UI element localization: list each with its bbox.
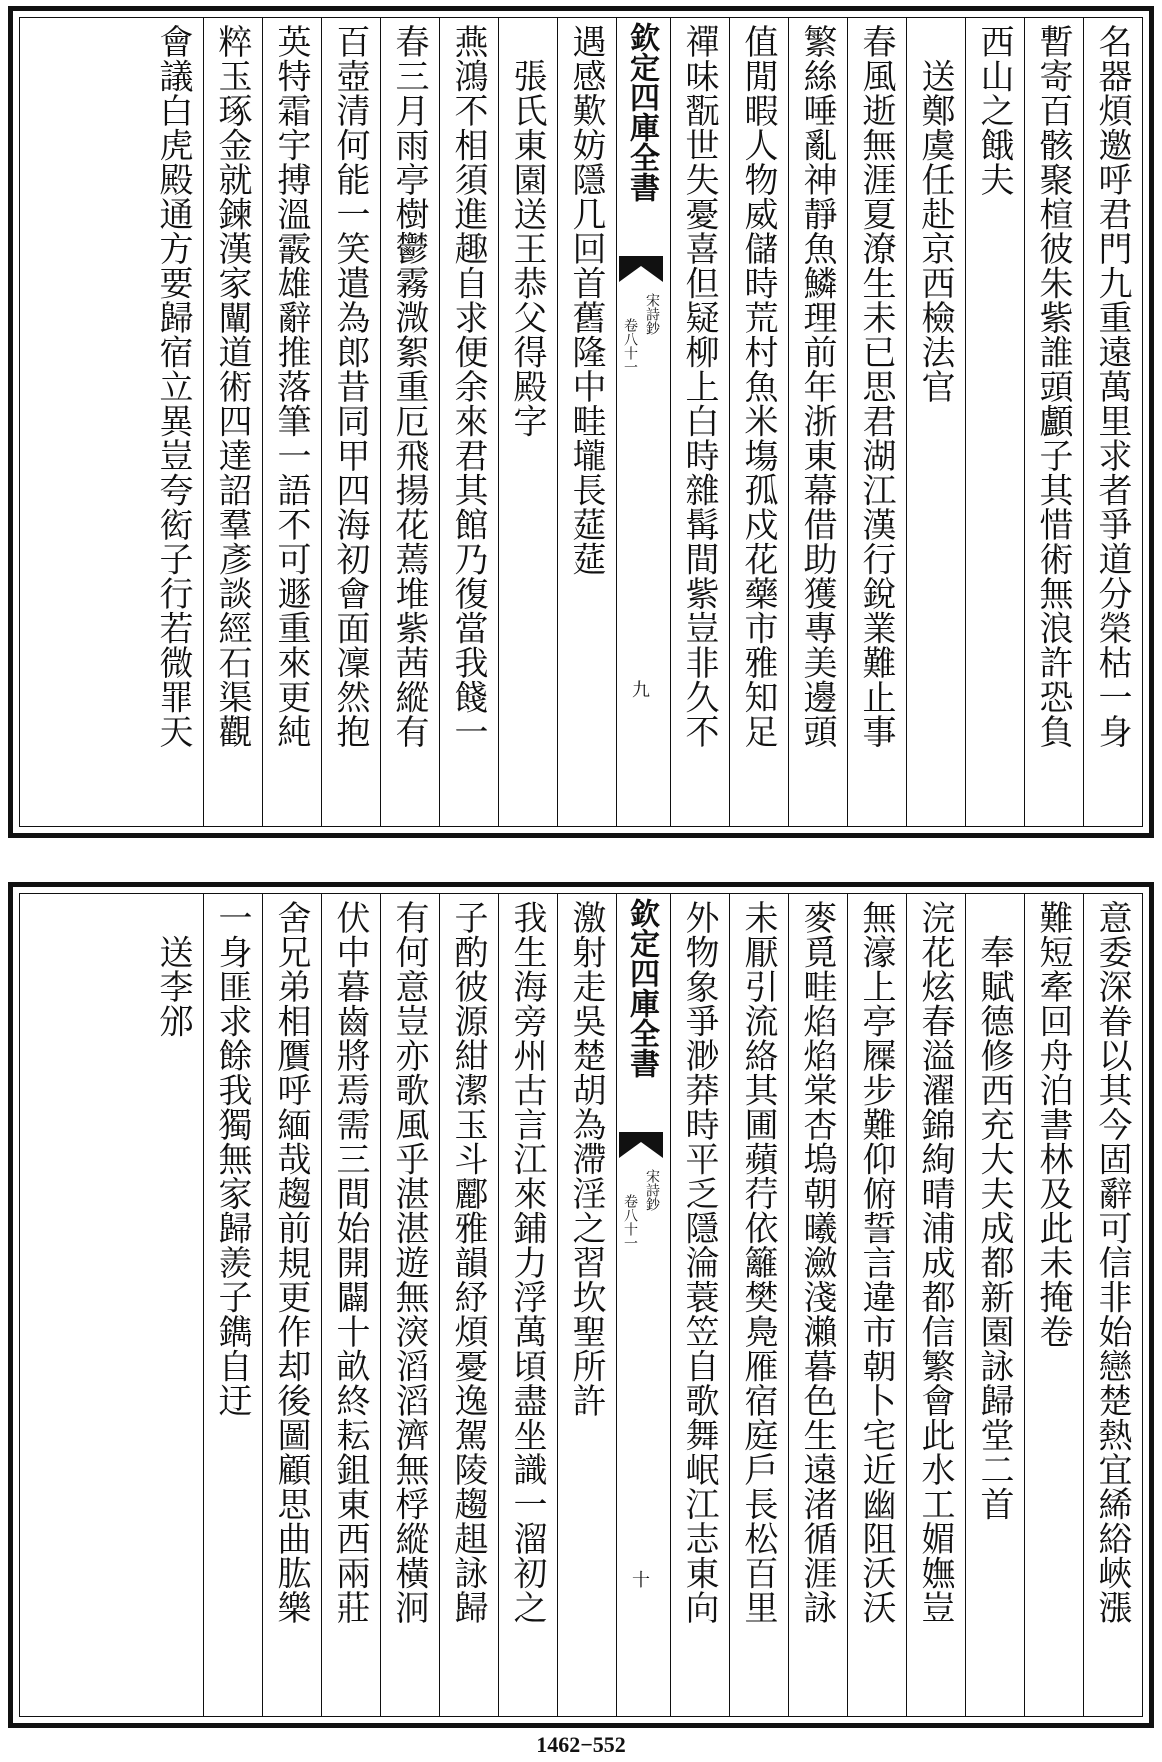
bottom-page-frame xyxy=(19,893,1143,1717)
text-column: 西山之餓夫 xyxy=(974,24,1014,197)
column-rule xyxy=(1024,894,1025,1716)
fold-rule-right xyxy=(670,18,671,826)
text-column: 難短牽回舟泊書林及此未掩卷 xyxy=(1033,900,1073,1349)
collection-label: 宋詩鈔 xyxy=(644,1169,660,1211)
fishtail-mark-icon xyxy=(619,256,663,282)
volume-label: 卷八十一 xyxy=(622,1194,638,1250)
book-title: 欽定四庫全書 xyxy=(624,898,659,1078)
leaf-number: 九 xyxy=(632,680,650,701)
column-rule xyxy=(321,18,322,826)
text-column: 春風逝無涯夏潦生未已思君湖江漢行銳業難止事 xyxy=(856,24,896,749)
column-rule xyxy=(1083,894,1084,1716)
text-column: 麥覓畦焰焰棠杏塢朝曦瀲淺瀨暮色生遠渚循涯詠 xyxy=(797,900,837,1625)
text-column: 無濠上亭屧步難仰俯誓言違市朝卜宅近幽阻沃沃 xyxy=(856,900,896,1625)
text-column: 會議白虎殿通方要歸宿立異豈夸衒子行若微罪天 xyxy=(153,24,193,749)
text-column: 奉賦德修西充大夫成都新園詠歸堂二首 xyxy=(974,900,1014,1521)
text-column: 燕鴻不相須進趣自求便余來君其館乃復當我餞一 xyxy=(448,24,488,749)
text-column: 名器煩邀呼君門九重遠萬里求者爭道分榮枯一身 xyxy=(1092,24,1132,749)
text-column: 遇感歎妨隱几回首舊隆中畦壠長莚莚 xyxy=(566,24,606,576)
column-rule xyxy=(906,894,907,1716)
text-column: 粹玉琢金就鍊漢家闡道術四達詔羣彥談經石渠觀 xyxy=(212,24,252,749)
bottom-page xyxy=(8,882,1154,1728)
text-column: 暫寄百骸聚楦彼朱紫誰頭顱子其惜術無浪許恐負 xyxy=(1033,24,1073,749)
text-column: 伏中暮齒將焉需三間始開闢十畝終耘鉏東西兩莊 xyxy=(330,900,370,1625)
center-fold-column xyxy=(616,894,670,1716)
column-rule xyxy=(847,894,848,1716)
column-rule xyxy=(203,18,204,826)
book-title: 欽定四庫全書 xyxy=(624,22,659,202)
column-rule xyxy=(557,894,558,1716)
text-column: 禪味翫世失憂喜但疑柳上白時雜髯間紫豈非久不 xyxy=(679,24,719,749)
text-column: 外物象爭渺莽時平乏隱淪蓑笠自歌舞岷江志東向 xyxy=(679,900,719,1625)
text-column: 英特霜宇搏溫霰雄辭推落筆一語不可遯重來更純 xyxy=(271,24,311,749)
column-rule xyxy=(262,894,263,1716)
text-column: 舍兄弟相贋呼緬哉趨前規更作却後圖顧思曲肱樂 xyxy=(271,900,311,1625)
collection-label: 宋詩鈔 xyxy=(644,293,660,335)
top-page-frame xyxy=(19,17,1143,827)
fishtail-mark-icon xyxy=(619,1132,663,1158)
column-rule xyxy=(965,18,966,826)
column-rule xyxy=(262,18,263,826)
fold-rule-left xyxy=(616,18,617,826)
leaf-number: 十 xyxy=(632,1570,650,1591)
text-column: 未厭引流絡其圃蘋荇依籬樊鳧雁宿庭戶長松百里 xyxy=(738,900,778,1625)
column-rule xyxy=(557,18,558,826)
column-rule xyxy=(498,18,499,826)
column-rule xyxy=(321,894,322,1716)
column-rule xyxy=(788,18,789,826)
column-rule xyxy=(1024,18,1025,826)
column-rule xyxy=(498,894,499,1716)
column-rule xyxy=(729,18,730,826)
column-rule xyxy=(1083,18,1084,826)
text-column: 意委深眷以其今固辭可信非始戀楚熱宜絺綌峽漲 xyxy=(1092,900,1132,1625)
column-rule xyxy=(729,894,730,1716)
text-column: 子酌彼源紺潔玉斗酈雅韻紓煩憂逸駕陵趨趄詠歸 xyxy=(448,900,488,1625)
text-column: 浣花炫春溢濯錦絢晴浦成都信繁會此水工媚嫵豈 xyxy=(915,900,955,1625)
top-page xyxy=(8,6,1154,838)
text-column: 值閒暇人物威儲時荒村魚米塲孤戍花藥市雅知足 xyxy=(738,24,778,749)
volume-label: 卷八十一 xyxy=(622,318,638,374)
column-rule xyxy=(380,18,381,826)
column-rule xyxy=(788,894,789,1716)
text-column: 繁絲唾亂神靜魚鱗理前年浙東幕借助獲專美邊頭 xyxy=(797,24,837,749)
fold-rule-right xyxy=(670,894,671,1716)
text-column: 我生海旁州古言江來鋪力浮萬頃盡坐識一溜初之 xyxy=(507,900,547,1625)
center-fold-column xyxy=(616,18,670,826)
column-rule xyxy=(847,18,848,826)
column-rule xyxy=(439,18,440,826)
column-rule xyxy=(203,894,204,1716)
text-column: 一身匪求餘我獨無家歸羨子鐫自迂 xyxy=(212,900,252,1418)
page-number: 1462−552 xyxy=(536,1732,626,1757)
text-column: 送鄭虞任赴京西檢法官 xyxy=(915,24,955,404)
text-column: 激射走吳楚胡為滯淫之習坎聖所許 xyxy=(566,900,606,1418)
column-rule xyxy=(965,894,966,1716)
column-rule xyxy=(906,18,907,826)
column-rule xyxy=(439,894,440,1716)
text-column: 百壺清何能一笑遣為郎昔同甲四海初會面凜然抱 xyxy=(330,24,370,749)
column-rule xyxy=(380,894,381,1716)
fold-rule-left xyxy=(616,894,617,1716)
text-column: 送李邠 xyxy=(153,900,193,1038)
text-column: 有何意豈亦歌風乎湛湛遊無㴱滔滔濟無桴縱橫泂 xyxy=(389,900,429,1625)
text-column: 張氏東園送王恭父得殿字 xyxy=(507,24,547,438)
text-column: 春三月雨亭樹鬱霧溦絮重厄飛揚花蔫堆紫茜縱有 xyxy=(389,24,429,749)
